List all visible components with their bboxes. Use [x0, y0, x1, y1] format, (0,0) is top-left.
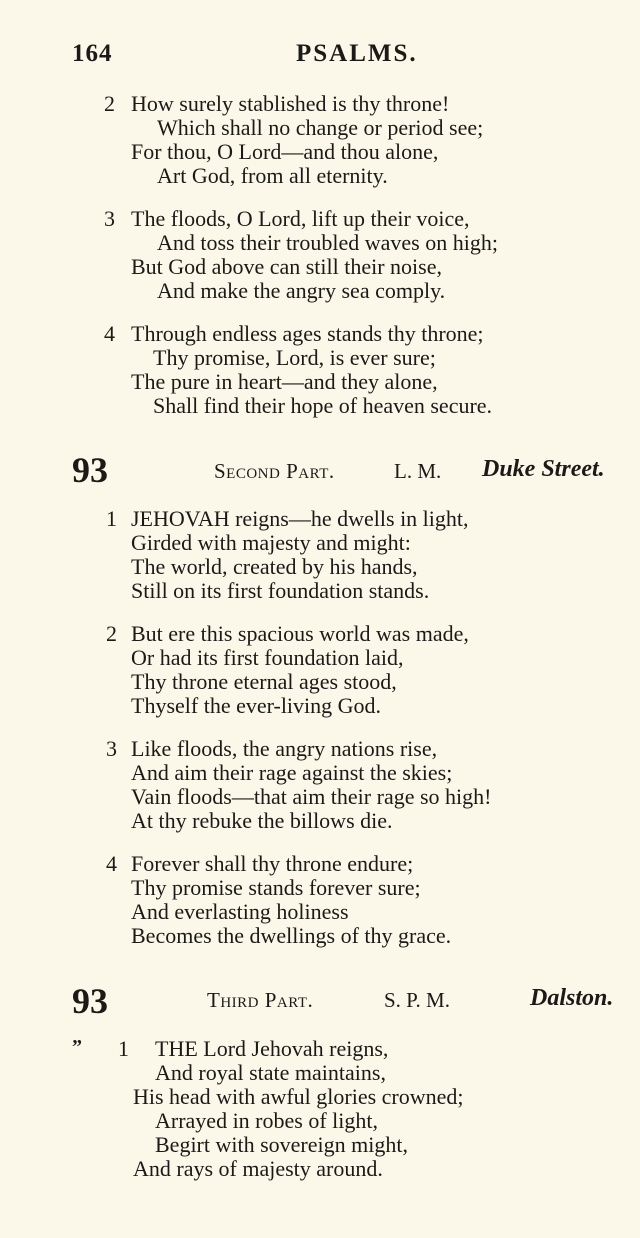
- verse-line: Thy promise stands forever sure;: [131, 875, 421, 900]
- verse-line: And royal state maintains,: [155, 1060, 386, 1085]
- hymn-part: Second Part.: [214, 459, 335, 483]
- verse-line: But God above can still their noise,: [131, 254, 442, 279]
- verse-line: Which shall no change or period see;: [157, 115, 484, 140]
- verse-line: THE Lord Jehovah reigns,: [155, 1036, 389, 1061]
- verse-line: Arrayed in robes of light,: [155, 1108, 378, 1133]
- verse-line: JEHOVAH reigns—he dwells in light,: [131, 506, 469, 531]
- stanza-number: 4: [106, 851, 117, 876]
- verse-line: And aim their rage against the skies;: [131, 760, 453, 785]
- verse-line: Or had its first foundation laid,: [131, 645, 404, 670]
- stanza-number: 1: [106, 506, 117, 531]
- hymn-meter: S. P. M.: [384, 988, 450, 1012]
- tune-name: Duke Street.: [482, 456, 605, 482]
- verse-line: For thou, O Lord—and thou alone,: [131, 139, 439, 164]
- hymn-number: 93: [72, 981, 108, 1021]
- verse-line: The pure in heart—and they alone,: [131, 369, 438, 394]
- marginal-mark: ”: [72, 1036, 82, 1058]
- page-number: 164: [72, 40, 113, 67]
- verse-line: And everlasting holiness: [131, 899, 349, 924]
- tune-name: Dalston.: [530, 985, 614, 1011]
- verse-line: The world, created by his hands,: [131, 554, 418, 579]
- verse-line: Forever shall thy throne endure;: [131, 851, 414, 876]
- verse-line: And make the angry sea comply.: [157, 278, 446, 303]
- hymn-part: Third Part.: [207, 988, 314, 1012]
- running-title: PSALMS.: [296, 40, 418, 67]
- verse-line: Begirt with sovereign might,: [155, 1132, 408, 1157]
- verse-line: Becomes the dwellings of thy grace.: [131, 923, 452, 948]
- verse-line: But ere this spacious world was made,: [131, 621, 469, 646]
- stanza-number: 4: [104, 321, 115, 346]
- verse-line: Art God, from all eternity.: [157, 163, 388, 188]
- verse-line: Still on its first foundation stands.: [131, 578, 430, 603]
- verse-line: How surely stablished is thy throne!: [131, 91, 450, 116]
- stanza-number: 2: [106, 621, 117, 646]
- verse-line: Vain floods—that aim their rage so high!: [131, 784, 492, 809]
- hymn-meter: L. M.: [394, 459, 442, 483]
- verse-line: His head with awful glories crowned;: [133, 1084, 464, 1109]
- verse-line: At thy rebuke the billows die.: [131, 808, 393, 833]
- verse-line: Thy throne eternal ages stood,: [131, 669, 397, 694]
- verse-line: Through endless ages stands thy throne;: [131, 321, 484, 346]
- verse-line: Thyself the ever-living God.: [131, 693, 382, 718]
- stanza-number: 2: [104, 91, 115, 116]
- hymn-number: 93: [72, 450, 108, 490]
- verse-line: Girded with majesty and might:: [131, 530, 411, 555]
- stanza-number: 3: [104, 206, 115, 231]
- stanza-number: 3: [106, 736, 117, 761]
- verse-line: The floods, O Lord, lift up their voice,: [131, 206, 470, 231]
- verse-line: Thy promise, Lord, is ever sure;: [153, 345, 436, 370]
- verse-line: Shall find their hope of heaven secure.: [153, 393, 493, 418]
- verse-line: Like floods, the angry nations rise,: [131, 736, 438, 761]
- stanza-number: 1: [118, 1036, 129, 1061]
- verse-line: And toss their troubled waves on high;: [157, 230, 498, 255]
- verse-line: And rays of majesty around.: [133, 1156, 383, 1181]
